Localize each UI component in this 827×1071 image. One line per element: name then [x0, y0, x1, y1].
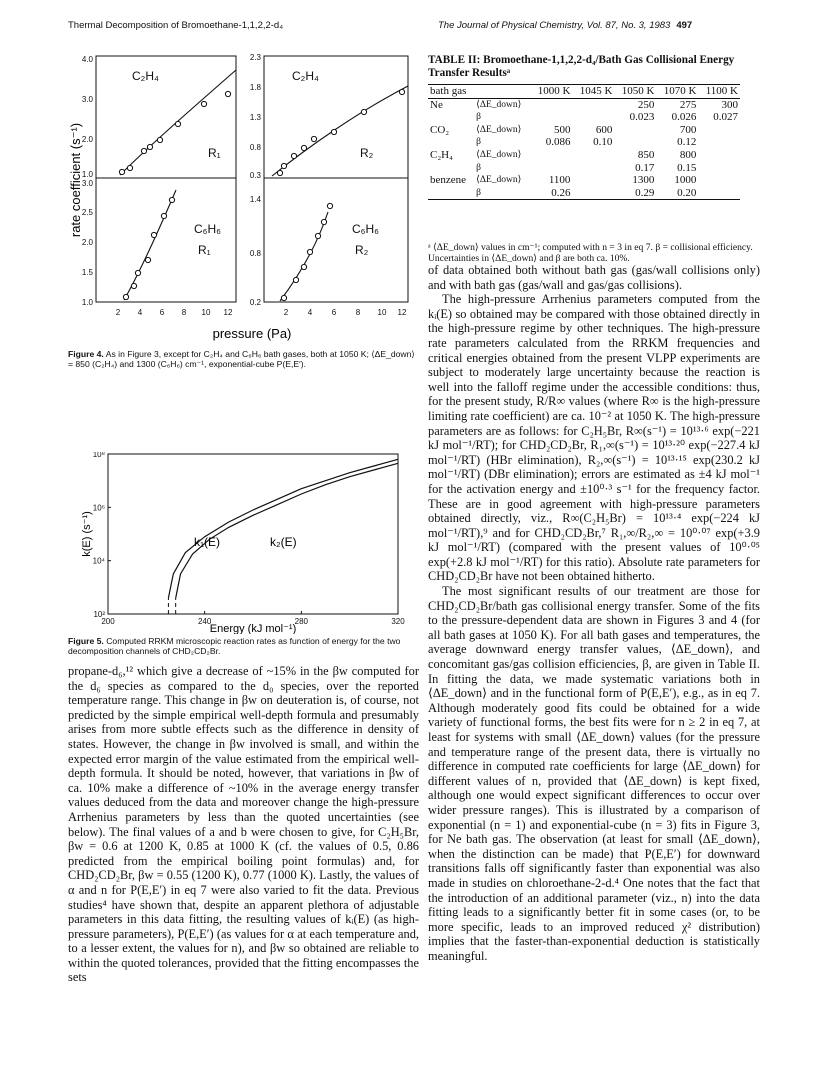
y-tick-label: 10² — [93, 610, 105, 619]
data-point — [141, 148, 146, 153]
panel-rate-label: R₂ — [355, 243, 369, 257]
table-cell: 0.086 — [545, 136, 571, 149]
ytick: 1.5 — [81, 268, 93, 277]
paragraph: The most significant results of our treatment are those for CHD₂CD₂Br/bath gas collisional energy transfer. Some of the fits to the pressure-dependent data are shown in Figures 3 and 4 (for all bath gases at 1050 K). For all bath gases and temperatures, the average downward energy transfer values, ⟨ΔE_down⟩, and concomitant gas/gas collision efficiencies, β, are given in Table II. In fitting the data, we made systematic variations both in ⟨ΔE_down⟩ and in the functional form of P(E,E′), e.g., as in eq 7. Although moderately good fits could be obtained for a wide variety of functional forms, the best fits were for n ≥ 2 in eq 7, at least for systems with small ⟨ΔE_down⟩ values (for the pressure and temperature range of the present data, there is virtually no difference in computed rate coefficients for large ⟨ΔE_down⟩ for different values of n, provided that ⟨ΔE_down⟩ is kept fixed, although one would expect significant differences to occur over wider pressure ranges). This is illustrated by a comparison of exponential (n = 1) and exponential-cube (n = 3) fits in Figure 3, for Ne bath gas. The observation (at least for small ⟨ΔE_down⟩, when the distinction can be made) that P(E,E′) for downward transitions falls off significantly faster than exponential was also made in studies on chloroethane-2-d.⁴ One notes that the fact that the introduction of an additional parameter (viz., n) into the data fitting leads to a significantly better fit in some cases (or, to be more specific, leads to an improved reduced χ² distribution) implies that the faster-than-exponential deduction is statistically meaningful. — [428, 584, 760, 963]
table-cell: ⟨ΔE_down⟩ — [476, 175, 522, 186]
figure-5-caption — [68, 636, 418, 657]
data-point — [293, 277, 298, 282]
table-footnote: ᵃ ⟨ΔE_down⟩ values in cm⁻¹; computed with n = 3 in eq 7. β = collisional efficiency. Uncertainties in ⟨ΔE_down⟩ and β are both ca. 10%. — [428, 242, 753, 264]
journal-name: The Journal of Physical Chemistry, Vol. 87, No. 3, 1983 — [438, 20, 671, 31]
table-cell — [530, 149, 572, 162]
data-point — [281, 163, 286, 168]
table-cell: β — [476, 137, 482, 148]
table-cell: CO₂ — [430, 123, 450, 136]
table-cell: 0.12 — [677, 136, 697, 149]
figure-5-chart — [78, 452, 408, 634]
table-cell: benzene — [430, 174, 467, 187]
paragraph: of data obtained both without bath gas (gas/wall collisions only) and with bath gas (gas/wall and gas/gas collisions). — [428, 263, 760, 292]
table-cell — [572, 187, 614, 200]
running-header: Thermal Decomposition of Bromoethane-1,1,2,2-d₄ — [68, 20, 284, 31]
xtick: 6 — [331, 308, 337, 317]
plot-frame — [108, 454, 398, 614]
table-cell — [698, 149, 740, 162]
data-point — [301, 264, 306, 269]
data-point — [277, 170, 282, 175]
panel-rate-label: R₂ — [360, 146, 374, 160]
ytick: 0.3 — [249, 171, 261, 180]
x-tick-label: 240 — [197, 617, 212, 626]
table-header-cell: 1000 K — [537, 85, 571, 97]
table-row — [428, 98, 740, 111]
figure-4 — [68, 52, 418, 346]
table-row — [428, 111, 740, 124]
table-cell — [572, 98, 614, 111]
table-cell: 500 — [553, 123, 571, 136]
xtick: 6 — [159, 308, 165, 317]
ytick: 3.0 — [81, 179, 93, 188]
panel-frame-bottom-right — [264, 178, 408, 302]
table-cell — [614, 136, 656, 149]
ytick: 0.8 — [249, 249, 261, 258]
ytick: 2.5 — [81, 208, 93, 217]
xtick: 8 — [181, 308, 187, 317]
table-cell: ⟨ΔE_down⟩ — [476, 99, 522, 110]
panel-gas-label: C₆H₆ — [352, 222, 380, 236]
data-point — [127, 165, 132, 170]
fit-curve — [272, 86, 408, 176]
table-cell — [572, 111, 614, 124]
table-header-cell: 1045 K — [579, 85, 613, 97]
y-axis-label: rate coefficient (s⁻¹) — [68, 122, 83, 238]
table-cell — [530, 111, 572, 124]
fit-curve — [124, 190, 176, 300]
data-point — [135, 270, 140, 275]
data-point — [399, 89, 404, 94]
table-cell — [614, 124, 656, 137]
data-point — [145, 257, 150, 262]
ytick: 4.0 — [81, 55, 93, 64]
data-point — [151, 232, 156, 237]
table-cell — [530, 162, 572, 175]
ytick: 2.0 — [81, 135, 93, 144]
data-point — [157, 137, 162, 142]
panel-rate-label: R₁ — [208, 146, 221, 160]
ytick: 1.3 — [249, 113, 261, 122]
ytick: 1.4 — [249, 195, 261, 204]
data-point — [321, 219, 326, 224]
table-cell: 800 — [679, 148, 697, 161]
table-cell: 0.10 — [593, 136, 613, 149]
ytick: 2.0 — [81, 238, 93, 247]
table-cell — [698, 162, 740, 175]
table-cell — [572, 174, 614, 187]
table-row — [428, 149, 740, 162]
ytick: 2.3 — [249, 53, 261, 62]
data-point — [147, 144, 152, 149]
table-cell: ⟨ΔE_down⟩ — [476, 124, 522, 135]
table-cell: 1300 — [632, 174, 655, 187]
table-cell — [428, 162, 474, 175]
x-axis-label: pressure (Pa) — [212, 326, 292, 341]
table-cell — [572, 162, 614, 175]
data-point — [131, 283, 136, 288]
ytick: 1.0 — [81, 170, 93, 179]
figure-5-caption-text: Computed RRKM microscopic reaction rates as function of energy for the two decomposition channels of CHD₂CD₂Br. — [68, 636, 401, 657]
xtick: 10 — [201, 308, 211, 317]
left-column-text — [68, 664, 419, 985]
table-cell: 0.023 — [629, 111, 655, 124]
panel-gas-label: C₂H₄ — [132, 69, 159, 83]
xtick: 8 — [355, 308, 361, 317]
panel-rate-label: R₁ — [198, 243, 211, 257]
table-cell: β — [476, 187, 482, 198]
ytick: 1.8 — [249, 83, 261, 92]
data-point — [291, 153, 296, 158]
figure-4-label: Figure 4. — [68, 349, 104, 359]
table-cell — [428, 111, 474, 124]
figure-4-caption — [68, 349, 418, 370]
table-cell: C₂H₄ — [430, 148, 453, 161]
page-number: 497 — [676, 20, 693, 31]
table-header-cell: bath gas — [430, 85, 467, 97]
data-point — [307, 249, 312, 254]
table-cell: 700 — [679, 123, 697, 136]
data-point — [315, 233, 320, 238]
data-point — [301, 145, 306, 150]
right-column-text — [428, 263, 760, 964]
figure-4-caption-text: As in Figure 3, except for C₂H₄ and C₆H₆ bath gases, both at 1050 K; ⟨ΔE_down⟩ = 850 (C₂H₄) and 1300 (C₆H₆) cm⁻¹, exponential-cube P(E,E′). — [68, 349, 415, 370]
table-cell: 0.26 — [551, 186, 571, 199]
xtick: 12 — [397, 308, 407, 317]
xtick: 4 — [307, 308, 313, 317]
table-header-cell: 1050 K — [621, 85, 655, 97]
table-cell: 275 — [679, 98, 697, 111]
table-cell: 300 — [721, 98, 738, 111]
table-cell — [572, 149, 614, 162]
data-point — [123, 294, 128, 299]
table-row — [428, 162, 740, 175]
panel-gas-label: C₂H₄ — [292, 69, 319, 83]
series-label-k1: k₁(E) — [194, 535, 221, 549]
ytick: 1.0 — [81, 298, 93, 307]
table-cell: 1000 — [674, 174, 697, 187]
data-point — [169, 197, 174, 202]
y-axis-label: k(E) (s⁻¹) — [81, 511, 93, 557]
table-cell — [530, 98, 572, 111]
y-tick-label: 10⁴ — [92, 556, 105, 566]
xtick: 2 — [283, 308, 289, 317]
table-cell: 0.29 — [635, 186, 655, 199]
data-point — [225, 91, 230, 96]
data-point — [327, 203, 332, 208]
data-point — [119, 169, 124, 174]
paragraph: propane-d₆,¹² which give a decrease of ~15% in the βw computed for the d₆ species as compared to the d₀ species, over the reported temperature range. This change in βw on deuteration is, of course, not predicted by the simple empirical well-depth formula and presumably arises from more subtle effects such as the difference in density of states. However, the change in βw involved is small, and within the expected error margin of the value estimated from the empirical well-depth formula. It should be noted, however, that variations in βw of ca. 10% make a difference of ~10% in the average energy transfer values deduced from the data and moreover change the high-pressure Arrhenius parameters by less than the quoted uncertainties (see below). The final values of a and b were chosen to give, for C₂H₅Br, βw = 0.6 at 1200 K, 0.85 at 1000 K (cf. the values of 0.5, 0.86 predicted from the empirical boiling point formulas) and, for CHD₂CD₂Br, βw = 0.55 (1200 K), 0.77 (1000 K). Lastly, the values of α and n for P(E,E′) in eq 7 were also varied to fit the data. Previous studies⁴ have shown that, despite an apparent plethora of adjustable parameters in this data fitting, the resulting values of kᵢ(E) (as high-pressure parameters), P(E,E′) (as values for α at each temperature and, to a lesser extent, the values for n), and βw so obtained are reliable to within the quoted tolerances, provided that the fitting encompasses the sets — [68, 664, 419, 985]
table-cell: ⟨ΔE_down⟩ — [476, 149, 522, 160]
table-cell: 250 — [637, 98, 655, 111]
table-cell: 850 — [637, 148, 655, 161]
table-row — [428, 124, 740, 137]
table-cell: 600 — [595, 123, 613, 136]
fit-curve — [280, 212, 328, 301]
data-point — [361, 109, 366, 114]
data-point — [281, 295, 286, 300]
data-point — [311, 136, 316, 141]
table-cell: 0.17 — [635, 161, 655, 174]
panel-gas-label: C₆H₆ — [194, 222, 222, 236]
panel-frame-top-right — [264, 56, 408, 178]
y-tick-label: 10⁶ — [92, 503, 105, 513]
table-2 — [428, 84, 740, 200]
xtick: 2 — [115, 308, 121, 317]
table-row — [428, 174, 740, 187]
table-cell — [698, 187, 740, 200]
paragraph: The high-pressure Arrhenius parameters computed from the kᵢ(E) so obtained may be compared with those obtained directly in the high-pressure regime by other techniques. The high-pressure rate parameters calculated from the RRKM frequencies and critical energies obtained from the present VLPP experiments are subject to moderately large uncertainty because the reaction is well into the falloff regime under the accessible conditions: thus, for the present study, R/R∞ values (where R∞ is the high-pressure limiting rate coefficient) are ca. 10⁻² at 1050 K. The high-pressure parameters are as follows: for C₂H₅Br, R∞(s⁻¹) = 10¹³·⁶ exp(−221 kJ mol⁻¹/RT); for CHD₂CD₂Br, R₁,∞(s⁻¹) = 10¹³·²⁰ exp(−227.4 kJ mol⁻¹/RT) (HBr elimination), R₂,∞(s⁻¹) = 10¹³·¹⁵ exp(230.2 kJ mol⁻¹/RT) (DBr elimination); errors are estimated as ±4 kJ mol⁻¹ for the activation energy and ±10⁰·³ s⁻¹ for the frequency factor. These are in good agreement with high-pressure parameters obtained directly, viz., R∞(C₂H₅Br) = 10¹³·⁴ exp(−224 kJ mol⁻¹/RT),⁹ and for CHD₂CD₂Br,⁷ R₁,∞/R₂,∞ = 10⁰·⁰⁷ exp(+3.9 kJ mol⁻¹/RT) (compared with the present values of 10⁰·⁰⁵ exp(+2.8 kJ mol⁻¹/RT) for this ratio). Absolute rate parameters for CHD₂CD₂Br have not been obtained hitherto. — [428, 292, 760, 584]
table-header-cell: 1100 K — [705, 85, 738, 97]
data-point — [331, 129, 336, 134]
table-header-cell: 1070 K — [663, 85, 697, 97]
xtick: 4 — [137, 308, 143, 317]
series-line-2 — [176, 463, 398, 598]
table-row — [428, 187, 740, 200]
table-row — [428, 136, 740, 149]
journal-header — [438, 20, 692, 31]
data-point — [175, 121, 180, 126]
table-cell: 0.026 — [671, 111, 697, 124]
xtick: 12 — [223, 308, 233, 317]
table-cell: 0.027 — [713, 111, 738, 124]
table-cell — [428, 187, 474, 200]
table-cell: β — [476, 112, 482, 123]
series-label-k2: k₂(E) — [270, 535, 297, 549]
series-line-1 — [168, 459, 398, 598]
figure-5-label: Figure 5. — [68, 636, 104, 646]
table-cell: 0.20 — [677, 186, 697, 199]
xtick: 10 — [377, 308, 387, 317]
x-tick-label: 280 — [294, 617, 309, 626]
panel-frame-bottom-left — [96, 178, 236, 302]
data-point — [161, 213, 166, 218]
table-header-row — [428, 85, 740, 99]
ytick: 3.0 — [81, 95, 93, 104]
ytick: 0.8 — [249, 143, 261, 152]
table-cell: Ne — [430, 98, 443, 111]
table-cell: 1100 — [548, 174, 571, 187]
table-cell — [698, 174, 740, 187]
table-header-cell — [474, 85, 530, 99]
table-title: TABLE II: Bromoethane-1,1,2,2-d₄/Bath Gas Collisional Energy Transfer Resultsᵃ — [428, 54, 735, 79]
table-cell: β — [476, 162, 482, 173]
ytick: 0.2 — [249, 298, 261, 307]
table-cell — [428, 136, 474, 149]
x-tick-label: 320 — [391, 617, 405, 626]
y-tick-label: 10⁸ — [92, 452, 105, 459]
x-axis-label: Energy (kJ mol⁻¹) — [209, 623, 297, 634]
x-tick-label: 200 — [101, 617, 115, 626]
table-cell: 0.15 — [677, 161, 697, 174]
table-cell — [698, 124, 740, 137]
table-cell — [698, 136, 740, 149]
data-point — [201, 101, 206, 106]
